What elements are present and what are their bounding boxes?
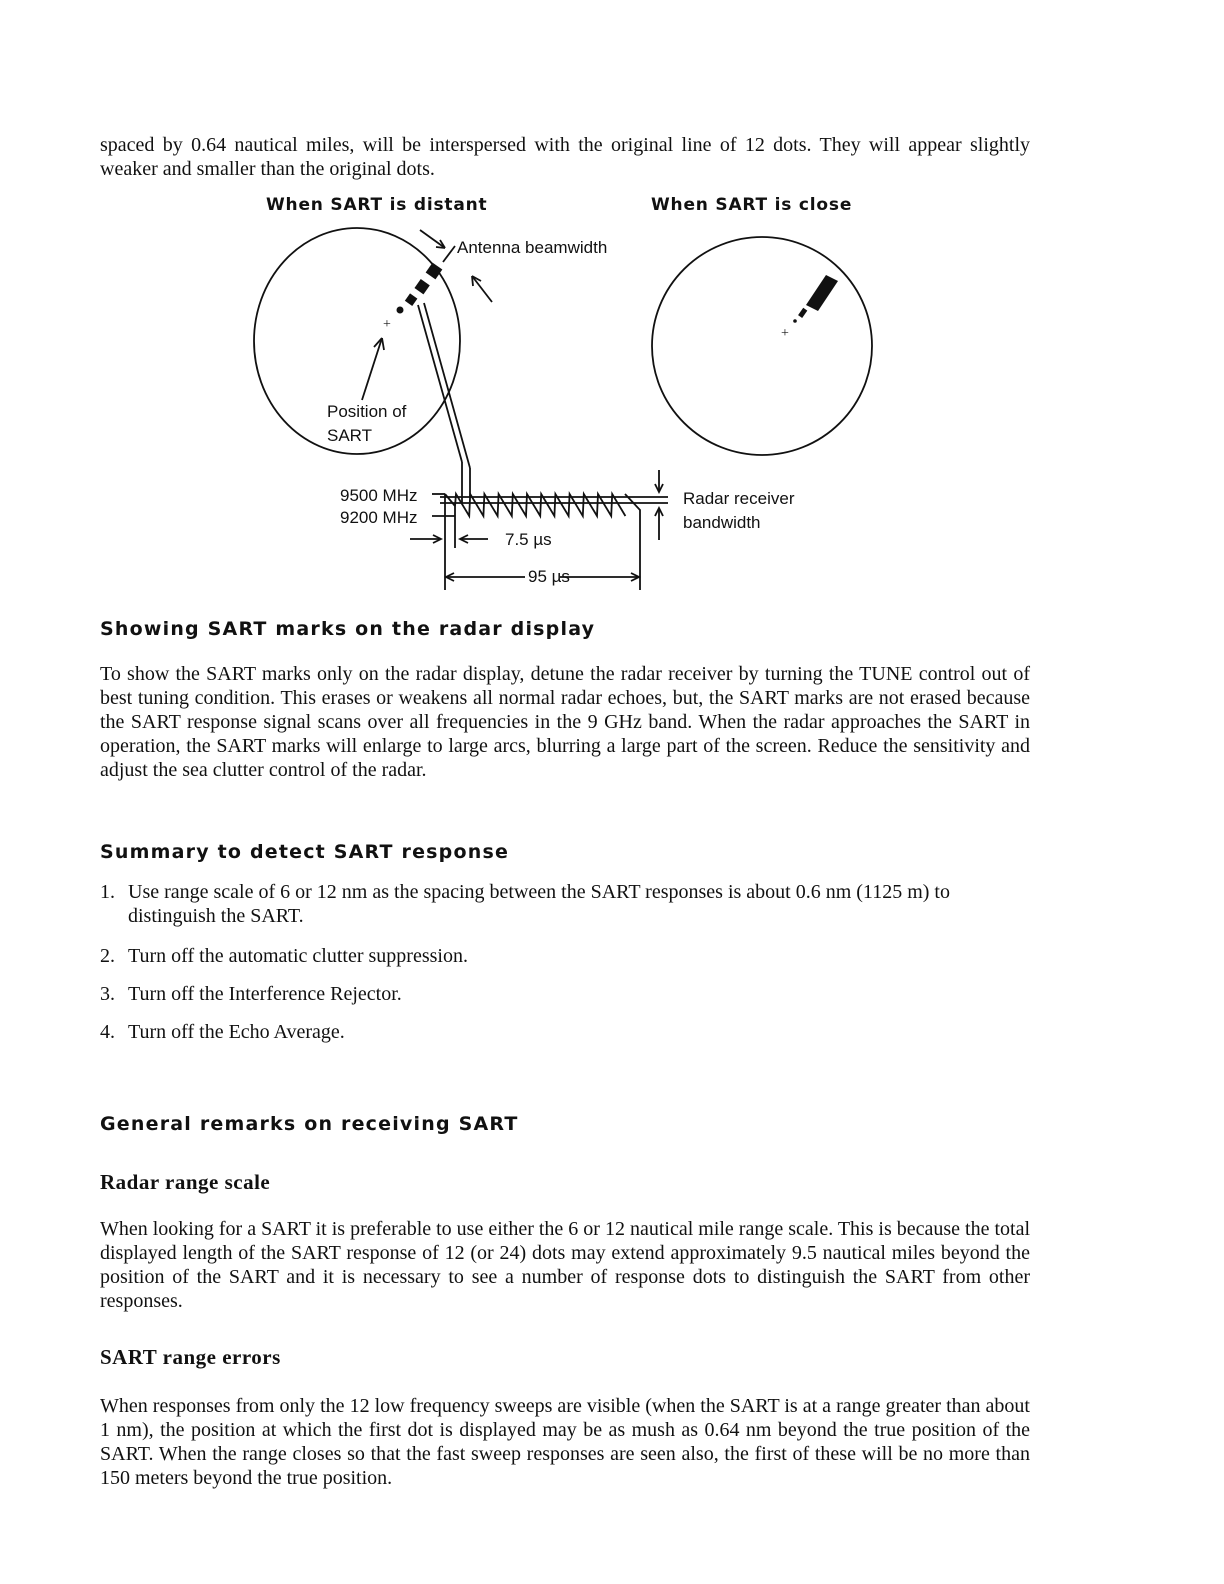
list-number: 1.: [100, 881, 115, 903]
label-9500-mhz: 9500 MHz: [340, 486, 418, 505]
label-radar-receiver: Radar receiver: [683, 489, 795, 508]
list-item: [100, 982, 1030, 1006]
label-antenna-beamwidth: Antenna beamwidth: [457, 238, 608, 257]
section-body-showing-sart: To show the SART marks only on the radar display, detune the radar receiver by turning the TUNE control out of best tuning condition. This erases or weakens all normal radar echoes, but, the SART marks are not erased because the SART response signal scans over all frequencies in the 9 GHz band. When the radar approaches the SART in operation, the SART marks will enlarge to large arcs, blurring a large part of the screen. Reduce the sensitivity and adjust the sea clutter control of the radar.: [100, 663, 1030, 781]
section-heading-showing-sart: Showing SART marks on the radar display: [100, 618, 596, 640]
subheading-sart-range-errors: SART range errors: [100, 1345, 281, 1369]
list-text: Turn off the automatic clutter suppression.: [128, 945, 468, 967]
body-radar-range-scale: When looking for a SART it is preferable to use either the 6 or 12 nautical mile range scale. This is because the total displayed length of the SART response of 12 (or 24) dots may extend approximately 9.5 nautical miles beyond the position of the SART and it is necessary to see a number of response dots to distinguish the SART from other responses.: [100, 1218, 1030, 1312]
section-heading-general-remarks: General remarks on receiving SART: [100, 1113, 519, 1135]
list-number: 4.: [100, 1021, 115, 1043]
svg-text:+: +: [781, 326, 789, 341]
list-item: [100, 880, 1030, 928]
intro-paragraph: spaced by 0.64 nautical miles, will be interspersed with the original line of 12 dots. They will appear slightly weaker and smaller than the original dots.: [100, 134, 1030, 180]
body-sart-range-errors: When responses from only the 12 low frequency sweeps are visible (when the SART is at a range greater than about 1 nm), the position at which the first dot is displayed may be as mush as 0.64 nm beyond the true position of the SART. When the range closes so that the fast sweep responses are seen also, the first of these will be no more than 150 meters beyond the true position.: [100, 1395, 1030, 1489]
list-number: 3.: [100, 983, 115, 1005]
heading-sart-close: When SART is close: [651, 195, 853, 215]
subheading-radar-range-scale: Radar range scale: [100, 1170, 271, 1194]
list-text: Turn off the Interference Rejector.: [128, 983, 402, 1005]
label-sart: SART: [327, 426, 373, 445]
list-number: 2.: [100, 945, 115, 967]
list-item: [100, 1020, 1030, 1044]
label-95-us: 95 µs: [528, 567, 570, 586]
section-heading-summary: Summary to detect SART response: [100, 841, 510, 863]
list-text: Use range scale of 6 or 12 nm as the spacing between the SART responses is about 0.6 nm (1125 m) to distinguish the SART.: [128, 881, 950, 927]
label-position-of: Position of: [327, 402, 407, 421]
svg-text:+: +: [383, 317, 391, 332]
label-bandwidth: bandwidth: [683, 513, 761, 532]
heading-sart-distant: When SART is distant: [266, 195, 488, 215]
radar-display-close: [652, 237, 872, 455]
list-text: Turn off the Echo Average.: [128, 1021, 345, 1043]
label-7-5-us: 7.5 µs: [505, 530, 552, 549]
label-9200-mhz: 9200 MHz: [340, 508, 418, 527]
list-item: [100, 944, 1030, 968]
